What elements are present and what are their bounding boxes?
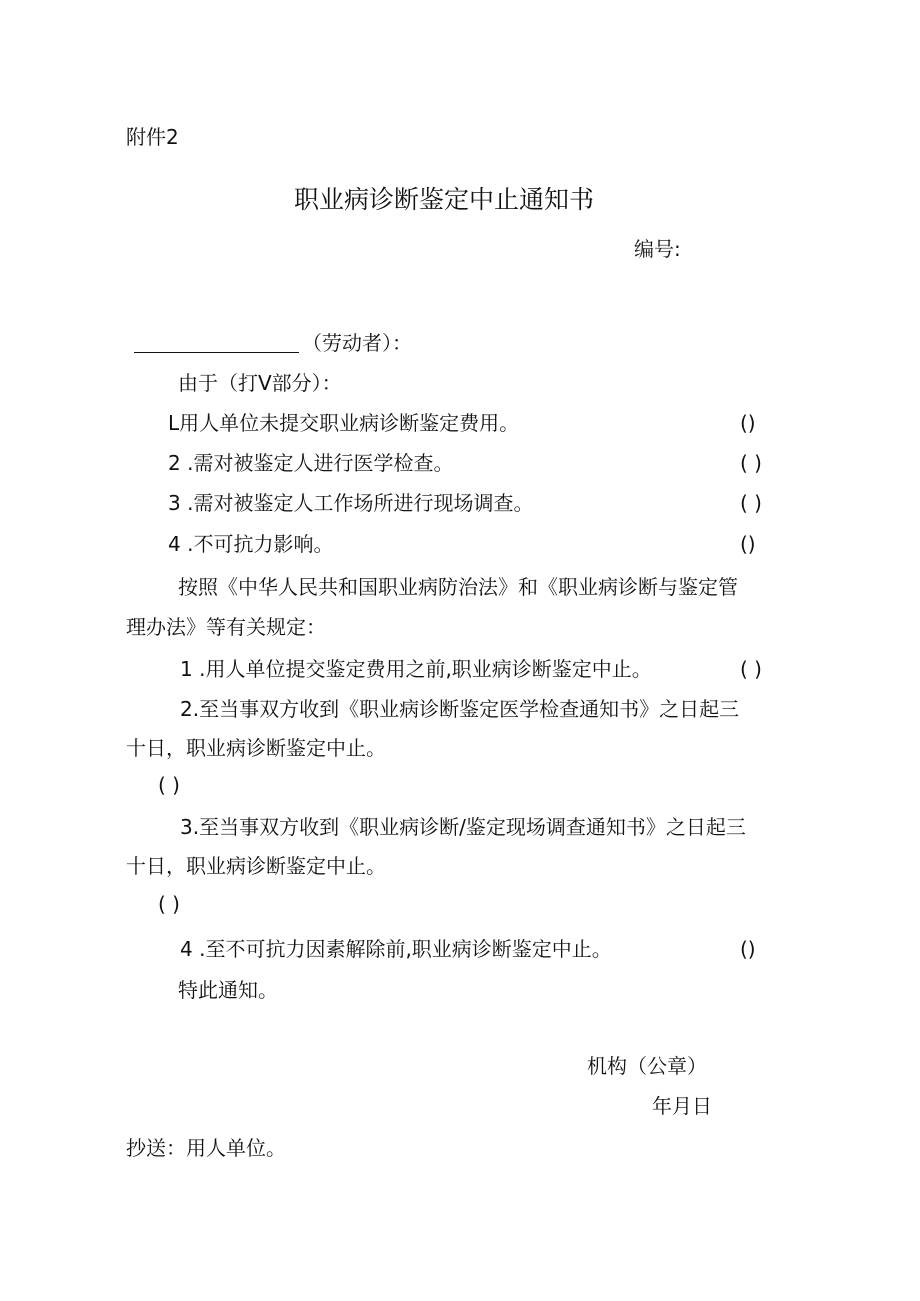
outcome-item-1: 1 .用人单位提交鉴定费用之前,职业病诊断鉴定中止。	[180, 657, 652, 681]
signature-date: 年月日	[652, 1094, 712, 1118]
attachment-label: 附件2	[126, 125, 179, 149]
reason-item-4-checkbox[interactable]: ()	[740, 532, 756, 556]
outcome-item-2-line-2: 十日，职业病诊断鉴定中止。	[126, 736, 386, 760]
reason-item-3-checkbox[interactable]: ( )	[740, 491, 762, 515]
reason-item-2: 2 .需对被鉴定人进行医学检查。	[168, 451, 454, 475]
outcome-item-2-checkbox[interactable]: ( )	[158, 773, 180, 797]
reasons-intro: 由于（打V部分）：	[178, 371, 342, 395]
addressee-suffix: （劳动者）：	[302, 331, 412, 355]
number-label: 编号:	[634, 237, 681, 261]
outcome-item-3-checkbox[interactable]: ( )	[158, 892, 180, 916]
basis-line-2: 理办法》等有关规定：	[126, 615, 326, 639]
reason-item-4: 4 .不可抗力影响。	[168, 532, 334, 556]
outcome-item-4: 4 .至不可抗力因素解除前,职业病诊断鉴定中止。	[180, 937, 612, 961]
addressee-blank-line[interactable]	[134, 328, 299, 353]
outcome-item-2-line-1: 2.至当事双方收到《职业病诊断鉴定医学检查通知书》之日起三	[180, 697, 740, 721]
outcome-item-4-checkbox[interactable]: ()	[740, 937, 756, 961]
reason-item-3: 3 .需对被鉴定人工作场所进行现场调查。	[168, 491, 534, 515]
basis-line-1: 按照《中华人民共和国职业病防治法》和《职业病诊断与鉴定管	[178, 575, 738, 599]
reason-item-1-checkbox[interactable]: ()	[740, 411, 756, 435]
reason-item-1: L用人单位未提交职业病诊断鉴定费用。	[168, 411, 520, 435]
outcome-item-3-line-2: 十日，职业病诊断鉴定中止。	[126, 854, 386, 878]
closing-text: 特此通知。	[178, 978, 278, 1002]
reason-item-2-checkbox[interactable]: ( )	[740, 451, 762, 475]
outcome-item-1-checkbox[interactable]: ( )	[740, 657, 762, 681]
page-title: 职业病诊断鉴定中止通知书	[294, 185, 595, 214]
outcome-item-3-line-1: 3.至当事双方收到《职业病诊断/鉴定现场调查通知书》之日起三	[180, 815, 746, 839]
signature-org: 机构（公章）	[587, 1054, 707, 1078]
cc-line: 抄送：用人单位。	[126, 1136, 286, 1160]
